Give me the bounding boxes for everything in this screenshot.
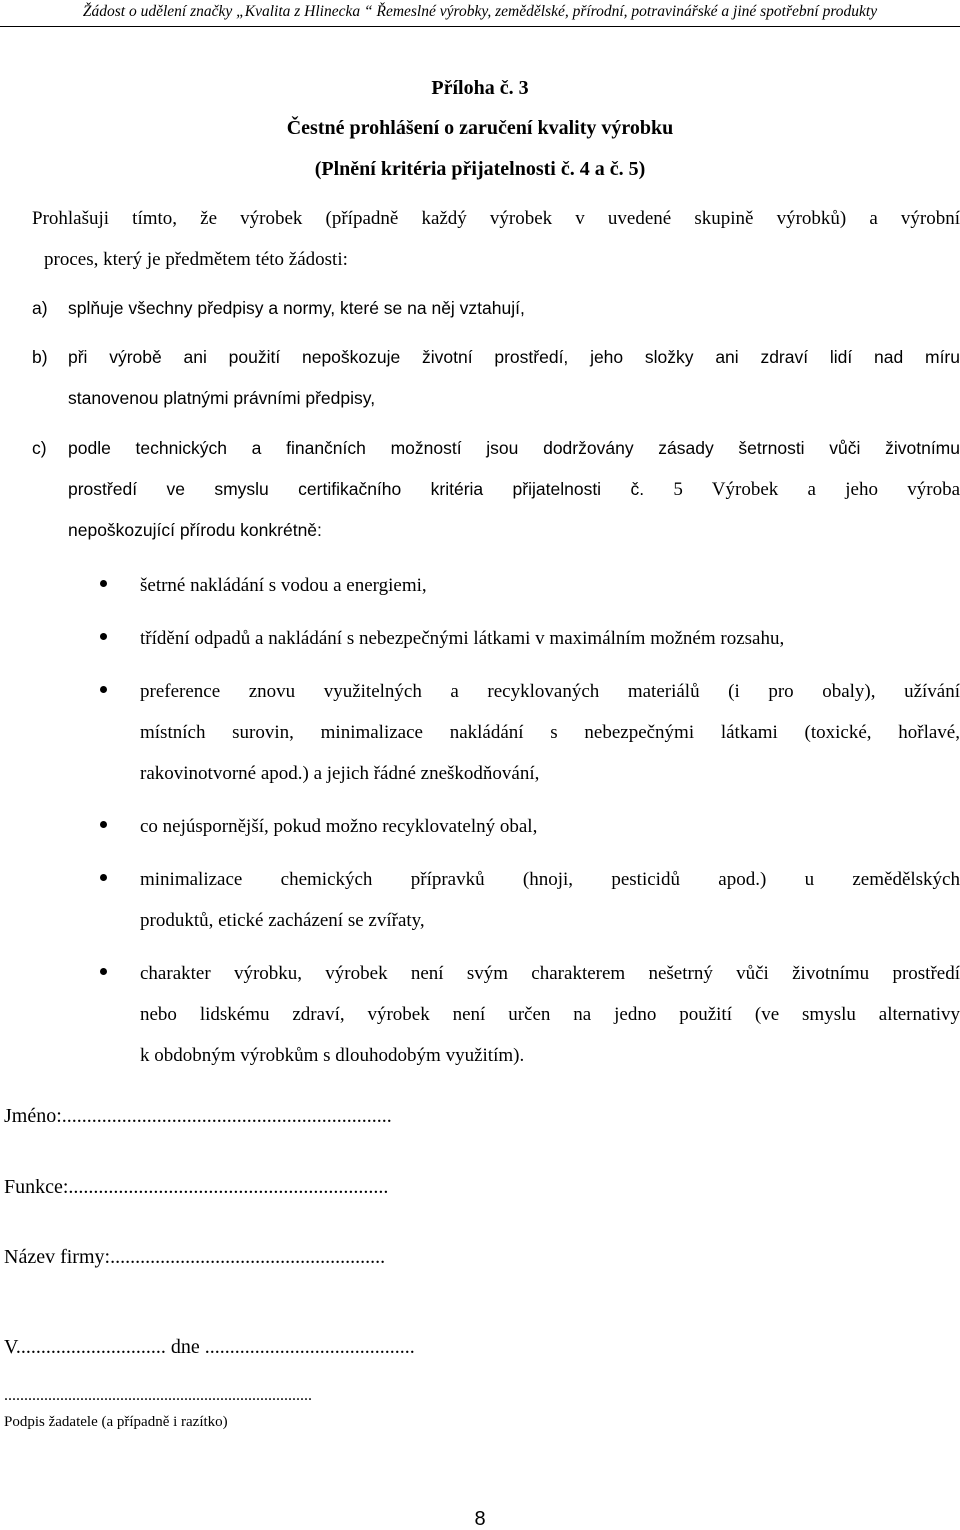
bullet-text: produktů, etické zacházení se zvířaty, (140, 910, 425, 931)
bullet-text: třídění odpadů a nakládání s nebezpečnými látkami v maximálním možném rozsahu, (140, 628, 785, 649)
bullet-text: šetrné nakládání s vodou a energiemi, (140, 575, 427, 596)
bullet-icon (100, 686, 107, 693)
list-item-text: podle technických a finančních možností jsou dodržovány zásady šetrnosti vůči životnímu (68, 438, 960, 458)
bullet-icon (100, 821, 107, 828)
annex-title: Příloha č. 3 (431, 77, 529, 99)
bullet-item (100, 953, 960, 1076)
bullet-item (100, 859, 960, 941)
list-item-label: b) (32, 347, 48, 367)
bullet-icon (100, 580, 107, 587)
list-item-text-part: 5 Výrobek a jeho výroba (644, 479, 960, 500)
bullet-icon (100, 633, 107, 640)
name-field[interactable]: Jméno:.................................................................. (4, 1105, 392, 1127)
bullet-text: preference znovu využitelných a recyklovaných materiálů (i pro obaly), užívání (140, 681, 960, 702)
list-item-text-part: prostředí ve smyslu certifikačního kritéria přijatelnosti č. (68, 479, 645, 499)
header-divider (0, 26, 960, 27)
list-item-text: nepoškozující přírodu konkrétně: (68, 520, 322, 540)
bullet-text: co nejúspornější, pokud možno recyklovatelný obal, (140, 816, 538, 837)
bullet-text: k obdobným výrobkům s dlouhodobým využitím). (140, 1045, 525, 1066)
page-header: Žádost o udělení značky „Kvalita z Hlinecka “ Řemeslné výrobky, zemědělské, přírodní, potravinářské a jiné spotřební produkty (82, 3, 878, 20)
list-item-c (32, 428, 960, 551)
list-item-label: c) (32, 438, 47, 458)
signature-label: Podpis žadatele (a případně i razítko) (4, 1414, 228, 1430)
bullet-icon (100, 874, 107, 881)
criteria-bullet-list (100, 565, 960, 1088)
document-subtitle: (Plnění kritéria přijatelnosti č. 4 a č. 5) (314, 158, 646, 180)
list-item-text (68, 469, 960, 510)
document-title: Čestné prohlášení o zaručení kvality výrobku (286, 117, 674, 139)
bullet-item (100, 565, 960, 606)
bullet-text: minimalizace chemických přípravků (hnoji, pesticidů apod.) u zemědělských (140, 869, 960, 890)
place-date-field[interactable]: V.............................. dne .......................................... (4, 1336, 415, 1358)
signature-line[interactable]: ............................................................................. (4, 1387, 312, 1404)
intro-line-1: Prohlašuji tímto, že výrobek (případně každý výrobek v uvedené skupině výrobků) a výrobní (32, 208, 960, 229)
list-item-text: splňuje všechny předpisy a normy, které se na něj vztahují, (68, 298, 525, 318)
bullet-icon (100, 968, 107, 975)
bullet-item (100, 671, 960, 794)
list-item-a (32, 288, 960, 329)
list-item-text: při výrobě ani použití nepoškozuje životní prostředí, jeho složky ani zdraví lidí nad míru (68, 347, 960, 367)
list-item-b (32, 337, 960, 419)
list-item-label: a) (32, 298, 48, 318)
company-name-field[interactable]: Název firmy:....................................................... (4, 1246, 386, 1268)
function-field[interactable]: Funkce:................................................................ (4, 1176, 389, 1198)
page-number: 8 (474, 1508, 486, 1530)
bullet-text: místních surovin, minimalizace nakládání s nebezpečnými látkami (toxické, hořlavé, (140, 722, 960, 743)
bullet-text: rakovinotvorné apod.) a jejich řádné zneškodňování, (140, 763, 540, 784)
bullet-item (100, 806, 960, 847)
list-item-text: stanovenou platnými právními předpisy, (68, 388, 376, 408)
bullet-text: nebo lidskému zdraví, výrobek není určen na jedno použití (ve smyslu alternativy (140, 1004, 960, 1025)
bullet-text: charakter výrobku, výrobek není svým charakterem nešetrný vůči životnímu prostředí (140, 963, 960, 984)
bullet-item (100, 618, 960, 659)
intro-line-2: proces, který je předmětem této žádosti: (44, 249, 348, 270)
